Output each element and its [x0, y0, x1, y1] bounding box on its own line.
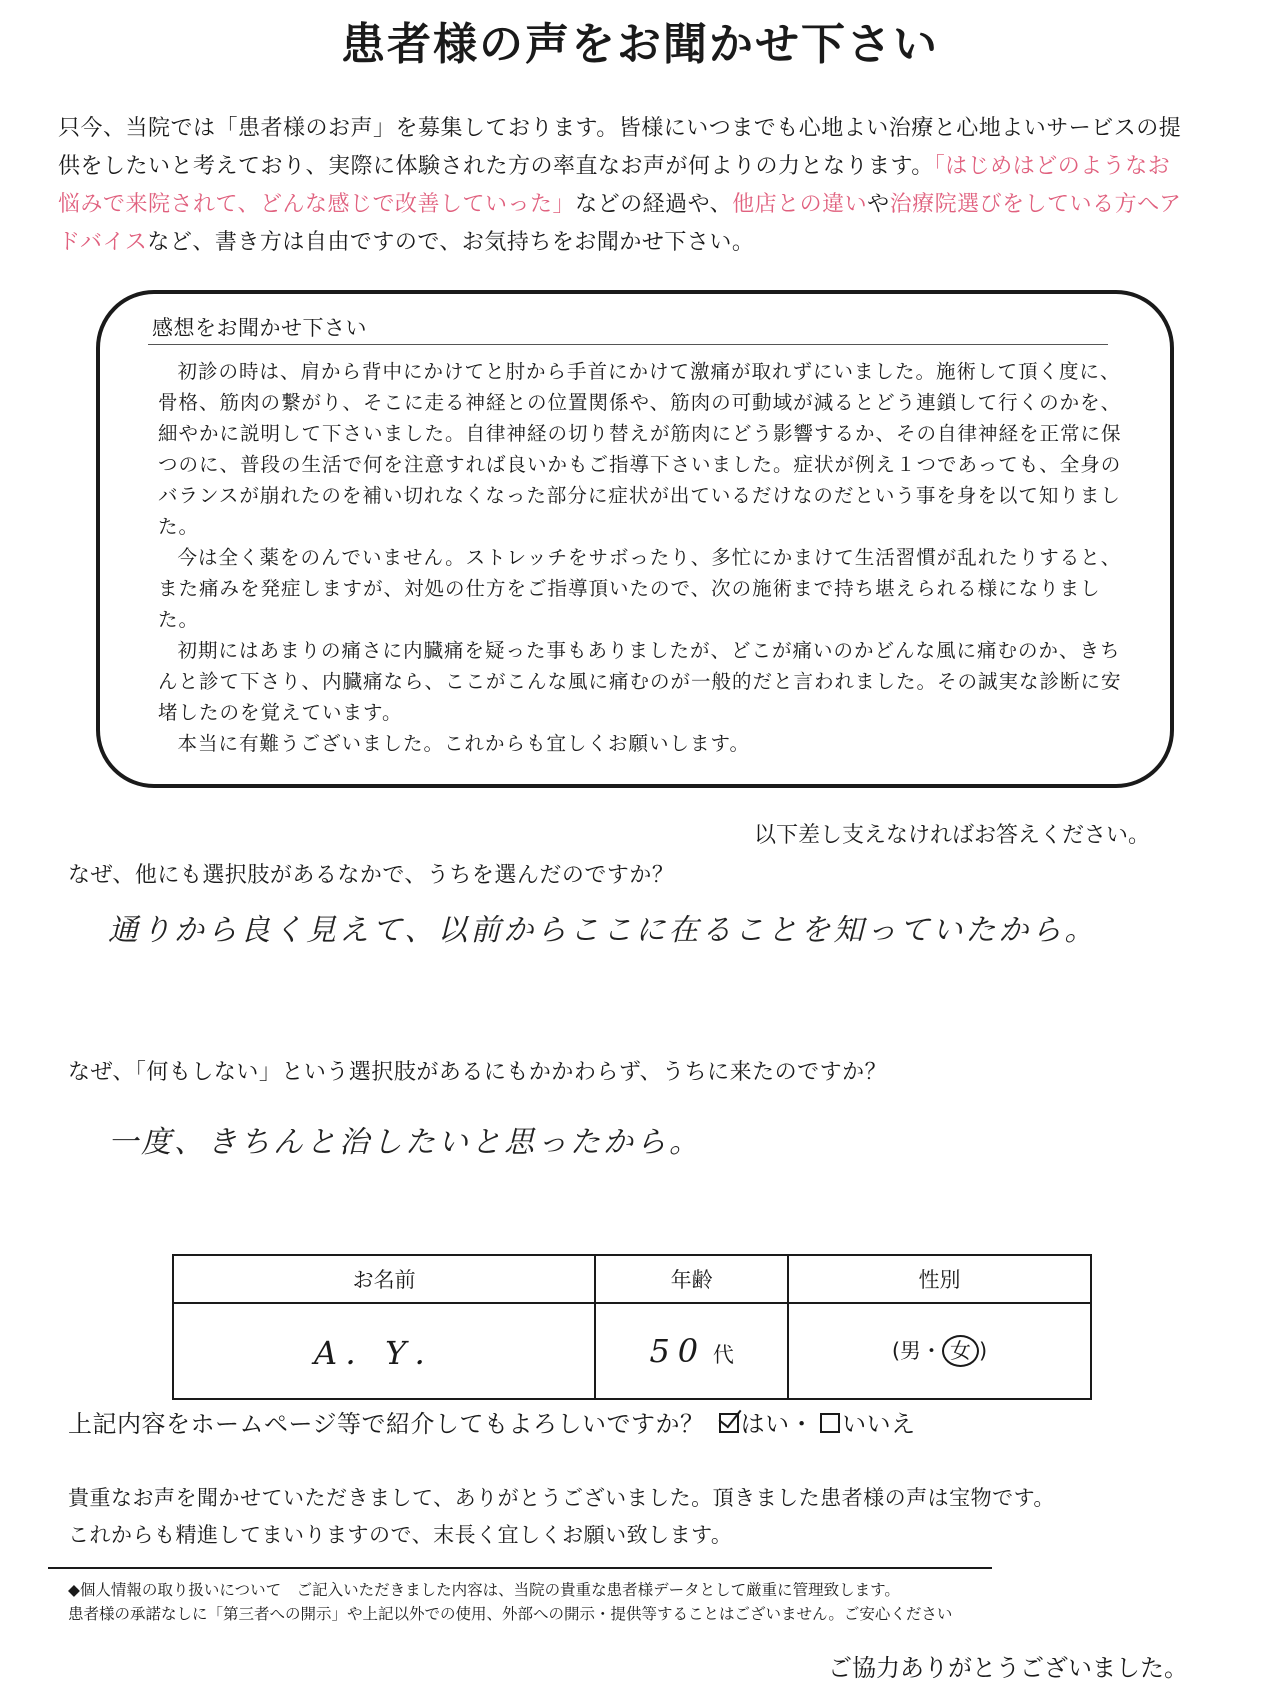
privacy-notice	[68, 1578, 952, 1626]
yes-checkbox-icon[interactable]	[719, 1413, 739, 1433]
closing-message: ご協力ありがとうございました。	[828, 1654, 1188, 1682]
thanks-message	[68, 1480, 1055, 1554]
no-label: いいえ	[842, 1410, 916, 1438]
gender-close: )	[979, 1339, 988, 1363]
privacy-line-2: 患者様の承諾なしに「第三者への開示」や上記以外での使用、外部への開示・提供等することはございません。ご安心ください	[68, 1605, 953, 1623]
consent-separator: ・	[789, 1410, 815, 1438]
no-checkbox-icon[interactable]	[820, 1413, 840, 1433]
intro-highlight-2: 他店との違い	[732, 192, 868, 217]
age-value: 50	[649, 1332, 707, 1370]
feedback-text[interactable]	[158, 356, 1138, 759]
intro-text-2: などの経過や、	[575, 192, 733, 217]
intro-text	[58, 110, 1188, 262]
age-suffix: 代	[712, 1343, 734, 1367]
name-value: A．Y．	[314, 1334, 455, 1372]
age-cell[interactable]	[595, 1303, 788, 1399]
intro-text-1: 只今、当院では「患者様のお声」を募集しております。皆様にいつまでも心地よい治療と心地よいサービスの提供をしたいと考えており、実際に体験された方の率直なお声が何よりの力となります。	[58, 116, 1182, 179]
feedback-label: 感想をお聞かせ下さい	[152, 316, 367, 340]
feedback-paragraph: 初診の時は、肩から背中にかけてと肘から手首にかけて激痛が取れずにいました。施術して頂く度に、骨格、筋肉の繋がり、そこに走る神経との位置関係や、筋肉の可動域が減るとどう連鎖して行くのかを、細やかに説明して下さいました。自律神経の切り替えが筋肉にどう影響するか、その自律神経を正常に保つのに、普段の生活で何を注意すれば良いかもご指導下さいました。症状が例え１つであっても、全身のバランスが崩れたのを補い切れなくなった部分に症状が出ているだけなのだという事を身を以て知りました。	[158, 360, 1122, 538]
gender-selected: 女	[942, 1335, 979, 1367]
thanks-line-2: これからも精進してまいりますので、末長く宜しくお願い致します。	[68, 1523, 733, 1547]
gender-cell[interactable]	[788, 1303, 1091, 1399]
privacy-line-1: ◆個人情報の取り扱いについて ご記入いただきました内容は、当院の貴重な患者様データとして厳重に管理致します。	[68, 1581, 900, 1599]
age-header: 年齢	[595, 1255, 788, 1303]
name-header: お名前	[173, 1255, 595, 1303]
answer-1[interactable]: 通りから良く見えて、以前からここに在ることを知っていたから。	[108, 913, 1098, 948]
page-title: 患者様の声をお聞かせ下さい	[341, 19, 939, 70]
intro-text-4: など、書き方は自由ですので、お気持ちをお聞かせ下さい。	[147, 230, 755, 255]
info-table	[172, 1254, 1092, 1400]
feedback-paragraph: 初期にはあまりの痛さに内臓痛を疑った事もありましたが、どこが痛いのかどんな風に痛むのか、きちんと診て下さり、内臓痛なら、ここがこんな風に痛むのが一般的だと言われました。その誠実な診断に安堵したのを覚えています。	[158, 639, 1122, 724]
question-1: なぜ、他にも選択肢があるなかで、うちを選んだのですか？	[68, 863, 675, 888]
divider	[48, 1567, 992, 1569]
consent-question: 上記内容をホームページ等で紹介してもよろしいですか？	[68, 1410, 705, 1438]
intro-text-3: や	[867, 192, 890, 217]
name-cell[interactable]	[173, 1303, 595, 1399]
intro-highlight-3: 治療院選びをしている方へアドバイス	[58, 192, 1182, 255]
yes-label: はい	[740, 1410, 790, 1438]
feedback-label-underline	[148, 344, 1108, 345]
question-2: なぜ、「何もしない」という選択肢があるにもかかわらず、うちに来たのですか？	[68, 1060, 888, 1085]
feedback-paragraph: 今は全く薬をのんでいません。ストレッチをサボったり、多忙にかまけて生活習慣が乱れたりすると、また痛みを発症しますが、対処の仕方をご指導頂いたので、次の施術まで持ち堪えられる様になりました。	[158, 546, 1122, 631]
consent-row	[68, 1404, 916, 1439]
feedback-paragraph: 本当に有難うございました。これからも宜しくお願いします。	[177, 732, 750, 755]
intro-highlight-1: 「はじめはどのようなお悩みで来院されて、どんな感じで改善していった」	[58, 154, 1171, 217]
gender-open: (男・	[891, 1339, 943, 1363]
thanks-line-1: 貴重なお声を聞かせていただきまして、ありがとうございました。頂きました患者様の声は宝物です。	[68, 1486, 1055, 1510]
optional-note: 以下差し支えなければお答えください。	[753, 823, 1150, 848]
answer-2[interactable]: 一度、きちんと治したいと思ったから。	[108, 1125, 702, 1160]
gender-header: 性別	[788, 1255, 1091, 1303]
